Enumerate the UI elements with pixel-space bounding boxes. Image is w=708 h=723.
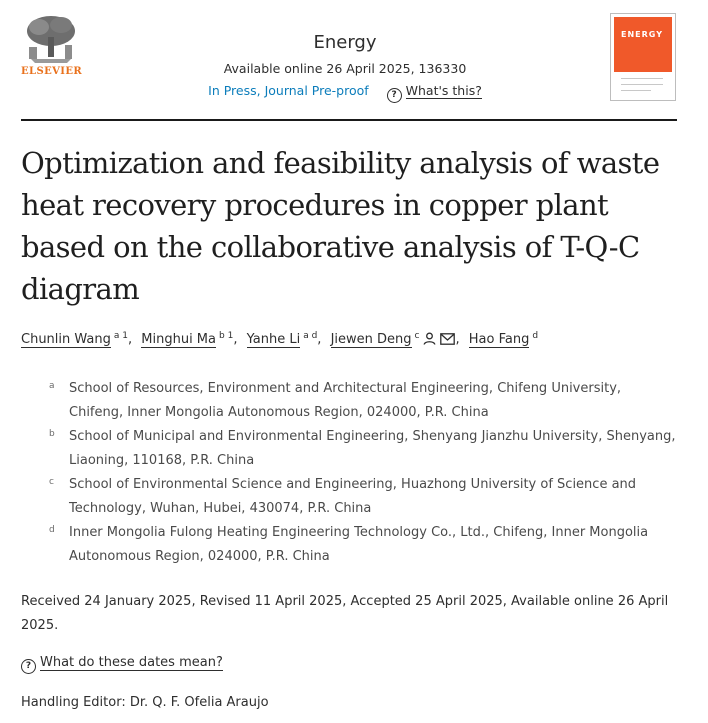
author-link[interactable]: Chunlin Wang (21, 332, 111, 347)
article-dates: Received 24 January 2025, Revised 11 April 2025, Accepted 25 April 2025, Available online 26 April 2025. (21, 594, 669, 633)
affiliation-item (49, 521, 679, 569)
cover-divider (621, 90, 651, 91)
publisher-name: ELSEVIER (21, 66, 83, 77)
author-link[interactable]: Minghui Ma (141, 332, 216, 347)
journal-header (180, 32, 510, 103)
header-divider (21, 119, 677, 121)
cover-divider (621, 84, 663, 85)
affiliation-item (49, 425, 679, 473)
affiliation-list (49, 377, 679, 569)
author-item (331, 332, 456, 347)
cover-divider (621, 78, 663, 79)
dates-help (21, 655, 223, 674)
author-affiliation-sup: b 1 (219, 331, 234, 341)
affiliation-item (49, 377, 679, 425)
affiliation-text: School of Municipal and Environmental Engineering, Shenyang Jianzhu University, Shenyang, Liaoning, 110168, P.R. China (69, 429, 676, 468)
author-affiliation-sup: a d (303, 331, 318, 341)
author-item (21, 332, 128, 347)
envelope-icon[interactable] (440, 333, 455, 349)
article-title: Optimization and feasibility analysis of waste heat recovery procedures in copper plant based on the collaborative analysis of T-Q-C diagram (21, 146, 660, 306)
author-item (469, 332, 538, 347)
author-affiliation-sup: c (414, 331, 420, 341)
cover-logo: ENERGY (621, 30, 663, 39)
author-affiliation-sup: a 1 (113, 331, 128, 341)
author-item (141, 332, 233, 347)
journal-title-link[interactable]: Energy (313, 32, 377, 53)
affiliation-text: Inner Mongolia Fulong Heating Engineering Technology Co., Ltd., Chifeng, Inner Mongolia Autonomous Region, 024000, P.R. China (69, 525, 649, 564)
affiliation-text: School of Resources, Environment and Architectural Engineering, Chifeng University, Chifeng, Inner Mongolia Autonomous Region, 024000, P.R. China (69, 381, 622, 420)
affiliation-text: School of Environmental Science and Engineering, Huazhong University of Science and Technology, Wuhan, Hubei, 430074, P.R. China (69, 477, 637, 516)
status-row (180, 83, 510, 103)
person-icon[interactable] (423, 332, 436, 349)
availability-text: Available online 26 April 2025, 136330 (223, 61, 467, 76)
question-circle-icon: ? (387, 88, 402, 103)
whats-this-link[interactable]: What's this? (405, 83, 482, 98)
affiliation-label: d (49, 525, 55, 535)
author-link[interactable]: Jiewen Deng (330, 332, 412, 347)
press-status-link[interactable]: In Press, Journal Pre-proof (208, 83, 369, 98)
author-link[interactable]: Hao Fang (468, 332, 530, 347)
question-circle-icon: ? (21, 659, 36, 674)
affiliation-label: c (49, 477, 54, 487)
handling-editor: Handling Editor: Dr. Q. F. Ofelia Araujo (21, 695, 269, 710)
author-link[interactable]: Yanhe Li (246, 332, 301, 347)
affiliation-label: a (49, 381, 55, 391)
author-list: Chunlin Wang $^{a 1}$, Minghui Ma $^{b 1}$, Yanhe Li $^{a d}$, Jiewen Deng $^c$ , Hao Fang $^d$ (21, 331, 539, 347)
elsevier-tree-icon (21, 13, 81, 65)
dates-help-link[interactable]: What do these dates mean? (40, 655, 223, 670)
affiliation-item (49, 473, 679, 521)
affiliation-label: b (49, 429, 55, 439)
author-item (247, 332, 318, 347)
author-affiliation-sup: d (532, 331, 539, 341)
journal-cover-thumbnail[interactable] (610, 13, 676, 101)
cover-art (614, 17, 672, 72)
